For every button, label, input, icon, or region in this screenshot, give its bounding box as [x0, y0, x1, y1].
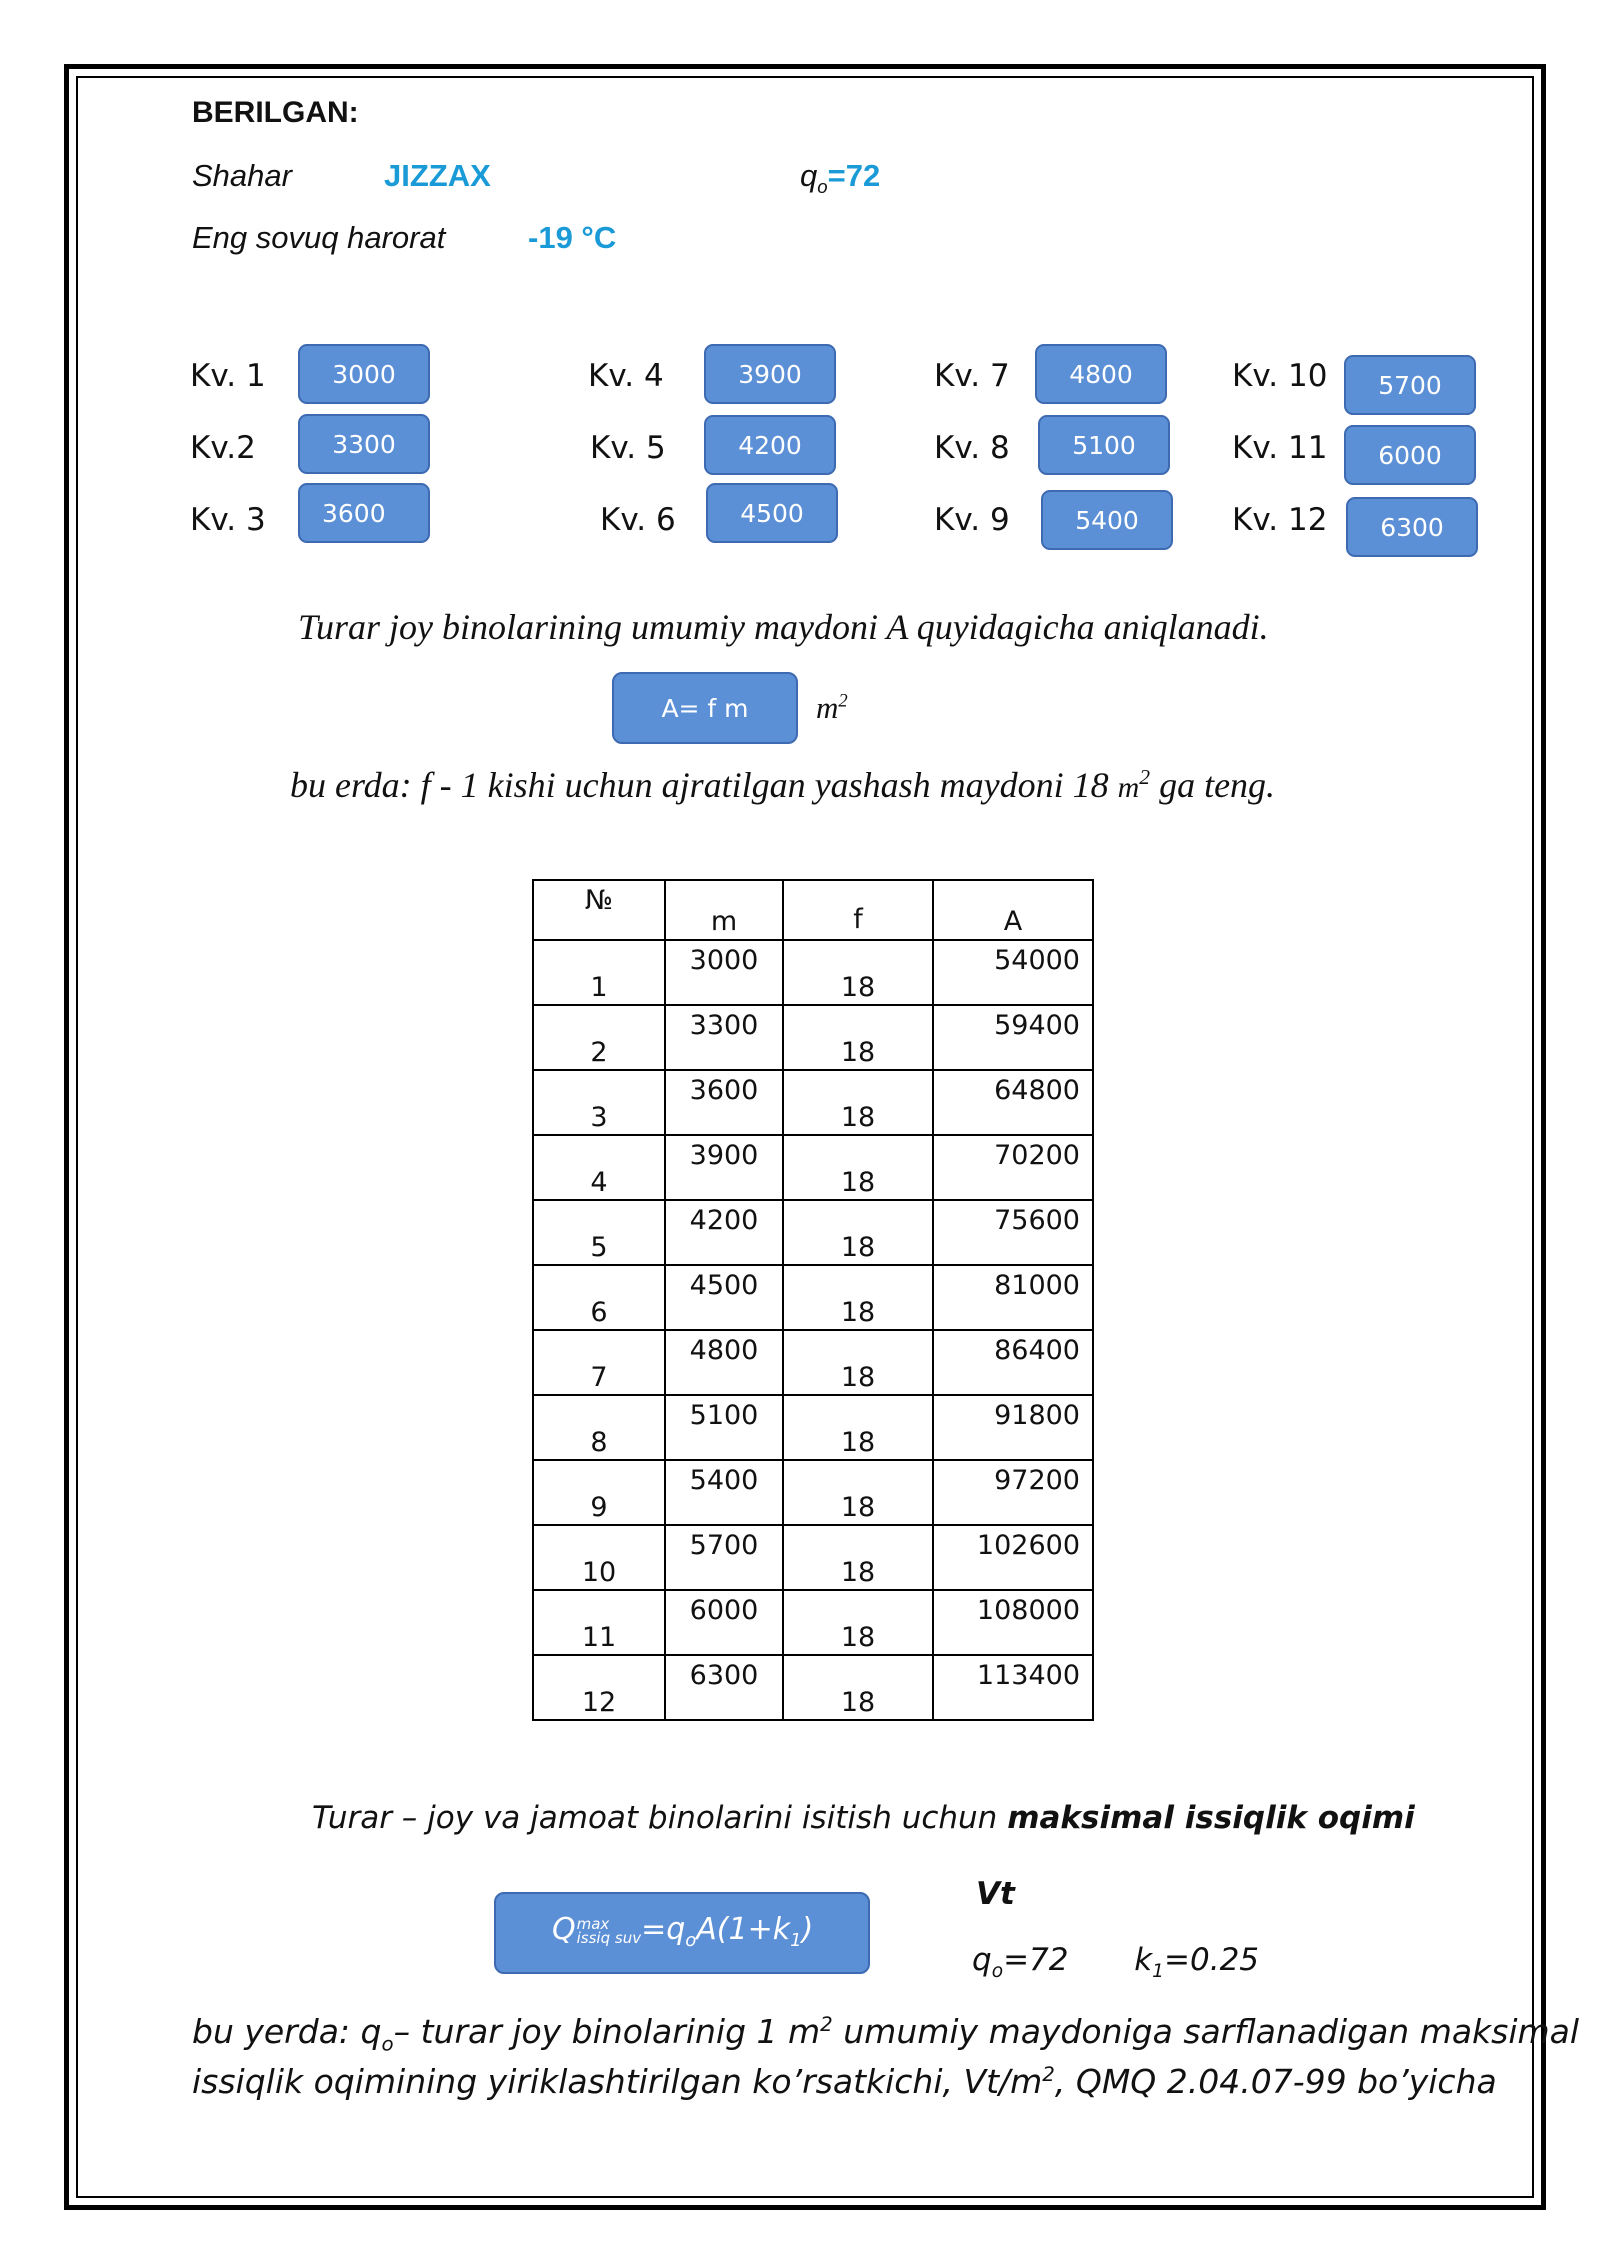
cell-f: 18: [783, 1135, 933, 1200]
block-value-8: 5100: [1038, 415, 1170, 475]
table-row: [533, 1070, 1093, 1135]
area-intro: Turar joy binolarining umumiy maydoni A quyidagicha aniqlanadi.: [298, 607, 1269, 647]
area-formula: A= f m: [612, 672, 798, 744]
block-label-1: Kv. 1: [190, 358, 266, 394]
area-note-end: ga teng.: [1150, 765, 1276, 805]
cell-number: 9: [533, 1460, 665, 1525]
area-note: [290, 764, 1275, 806]
heat-params: [972, 1942, 1259, 1982]
cell-a: 86400: [933, 1330, 1093, 1395]
cell-m: 6300: [665, 1655, 783, 1720]
cell-m: 5100: [665, 1395, 783, 1460]
header-a: A: [933, 880, 1093, 940]
block-label-6: Kv. 6: [600, 502, 676, 538]
cell-a: 64800: [933, 1070, 1093, 1135]
table-row: [533, 940, 1093, 1005]
heat-q-sub: o: [991, 1961, 1004, 1983]
area-unit-symbol: m: [816, 690, 839, 725]
q0-given: [800, 158, 880, 198]
cell-number: 7: [533, 1330, 665, 1395]
table-row: [533, 1135, 1093, 1200]
block-label-12: Kv. 12: [1232, 502, 1328, 538]
cell-number: 11: [533, 1590, 665, 1655]
given-title: BERILGAN:: [192, 96, 359, 129]
heat-intro: [312, 1800, 1415, 1836]
cell-m: 4200: [665, 1200, 783, 1265]
cell-number: 8: [533, 1395, 665, 1460]
heat-formula-body: A(1+k: [696, 1912, 791, 1947]
heat-q-value: =72: [1003, 1942, 1069, 1978]
block-value-2: 3300: [298, 414, 430, 474]
heat-formula-close: ): [801, 1912, 814, 1947]
block-value-11: 6000: [1344, 425, 1476, 485]
table-row: [533, 1460, 1093, 1525]
heat-q-symbol: q: [972, 1942, 992, 1978]
cell-a: 108000: [933, 1590, 1093, 1655]
heat-formula-q: Q: [552, 1912, 576, 1947]
heat-desc2-m: m: [1010, 2062, 1043, 2101]
cell-number: 12: [533, 1655, 665, 1720]
heat-k-sub: 1: [1152, 1961, 1165, 1983]
cell-number: 10: [533, 1525, 665, 1590]
cell-f: 18: [783, 1460, 933, 1525]
table-row: [533, 1265, 1093, 1330]
block-value-5: 4200: [704, 415, 836, 475]
table-row: [533, 1395, 1093, 1460]
cell-m: 6000: [665, 1590, 783, 1655]
heat-desc2-tail: , QMQ 2.04.07-99 bo’yicha: [1054, 2062, 1497, 2101]
block-value-9: 5400: [1041, 490, 1173, 550]
cell-f: 18: [783, 1005, 933, 1070]
cell-m: 3600: [665, 1070, 783, 1135]
cell-m: 5700: [665, 1525, 783, 1590]
heat-formula-sup: max: [576, 1914, 610, 1933]
temp-label: Eng sovuq harorat: [192, 220, 446, 255]
block-value-3: 3600: [298, 483, 430, 543]
header-number: №: [533, 880, 665, 940]
block-value-7: 4800: [1035, 344, 1167, 404]
cell-a: 102600: [933, 1525, 1093, 1590]
cell-number: 1: [533, 940, 665, 1005]
cell-number: 3: [533, 1070, 665, 1135]
area-table: [532, 879, 1094, 1721]
heat-desc2-exp: 2: [1042, 2063, 1055, 2086]
table-row: [533, 1005, 1093, 1070]
heat-desc-tail: umumiy maydoniga sarflanadigan maksimal: [832, 2012, 1580, 2051]
city-value: JIZZAX: [384, 158, 491, 193]
header-f: f: [783, 880, 933, 940]
cell-a: 91800: [933, 1395, 1093, 1460]
heat-desc-q: q: [360, 2012, 382, 2051]
heat-desc-m: m: [788, 2012, 821, 2051]
heat-desc-line2: [192, 2062, 1497, 2101]
area-unit-exp: 2: [838, 690, 848, 712]
block-label-11: Kv. 11: [1232, 430, 1328, 466]
cell-number: 4: [533, 1135, 665, 1200]
block-label-2: Kv.2: [190, 430, 256, 466]
heat-k-symbol: k: [1134, 1942, 1153, 1978]
block-value-6: 4500: [706, 483, 838, 543]
block-value-12: 6300: [1346, 497, 1478, 557]
block-label-4: Kv. 4: [588, 358, 664, 394]
block-value-10: 5700: [1344, 355, 1476, 415]
q0-symbol: q: [800, 158, 818, 193]
area-note-text: bu erda: f - 1 kishi uchun ajratilgan yashash maydoni 18: [290, 765, 1118, 805]
heat-desc-exp: 2: [820, 2013, 833, 2036]
cell-a: 97200: [933, 1460, 1093, 1525]
cell-f: 18: [783, 1330, 933, 1395]
block-value-1: 3000: [298, 344, 430, 404]
heat-desc2-text: issiqlik oqimining yiriklashtirilgan ko’rsatkichi, Vt/: [192, 2062, 1011, 2101]
cell-a: 70200: [933, 1135, 1093, 1200]
heat-formula-eq-sub: o: [685, 1930, 697, 1951]
cell-number: 6: [533, 1265, 665, 1330]
cell-f: 18: [783, 1655, 933, 1720]
heat-formula-eq: =q: [641, 1912, 686, 1947]
cell-m: 3300: [665, 1005, 783, 1070]
heat-intro-text: Turar – joy va jamoat binolarini isitish uchun: [312, 1800, 1008, 1836]
block-label-5: Kv. 5: [590, 430, 666, 466]
cell-a: 113400: [933, 1655, 1093, 1720]
temp-value: -19 °C: [528, 220, 617, 255]
city-label: Shahar: [192, 158, 292, 193]
table-row: [533, 1525, 1093, 1590]
heat-formula: [494, 1892, 870, 1974]
cell-number: 5: [533, 1200, 665, 1265]
heat-unit: Vt: [976, 1876, 1015, 1912]
cell-number: 2: [533, 1005, 665, 1070]
table-row: [533, 1655, 1093, 1720]
heat-desc-line1: [192, 2012, 1579, 2056]
cell-f: 18: [783, 1590, 933, 1655]
cell-f: 18: [783, 940, 933, 1005]
table-header-row: [533, 880, 1093, 940]
header-m: m: [665, 880, 783, 940]
area-unit: [816, 690, 848, 726]
heat-desc-text: – turar joy binolarinig 1: [393, 2012, 789, 2051]
cell-a: 81000: [933, 1265, 1093, 1330]
area-note-unit: m: [1117, 771, 1140, 804]
heat-desc-lead: bu yerda:: [192, 2012, 361, 2051]
cell-m: 4800: [665, 1330, 783, 1395]
block-label-3: Kv. 3: [190, 502, 266, 538]
table-row: [533, 1590, 1093, 1655]
cell-f: 18: [783, 1200, 933, 1265]
cell-a: 59400: [933, 1005, 1093, 1070]
q0-value: =72: [827, 158, 881, 193]
cell-m: 5400: [665, 1460, 783, 1525]
block-label-9: Kv. 9: [934, 502, 1010, 538]
cell-m: 4500: [665, 1265, 783, 1330]
cell-m: 3900: [665, 1135, 783, 1200]
heat-desc-q-sub: o: [381, 2032, 394, 2056]
cell-f: 18: [783, 1395, 933, 1460]
table-row: [533, 1200, 1093, 1265]
cell-m: 3000: [665, 940, 783, 1005]
heat-k-value: =0.25: [1164, 1942, 1260, 1978]
q0-sub: o: [817, 176, 828, 198]
cell-f: 18: [783, 1525, 933, 1590]
block-value-4: 3900: [704, 344, 836, 404]
block-label-8: Kv. 8: [934, 430, 1010, 466]
cell-a: 54000: [933, 940, 1093, 1005]
cell-f: 18: [783, 1265, 933, 1330]
heat-formula-sub: issiq suv: [576, 1928, 642, 1947]
heat-formula-k-sub: 1: [790, 1930, 802, 1951]
table-row: [533, 1330, 1093, 1395]
block-label-7: Kv. 7: [934, 358, 1010, 394]
area-note-exp: 2: [1139, 765, 1151, 789]
cell-a: 75600: [933, 1200, 1093, 1265]
heat-intro-bold: maksimal issiqlik oqimi: [1007, 1800, 1415, 1836]
cell-f: 18: [783, 1070, 933, 1135]
block-label-10: Kv. 10: [1232, 358, 1328, 394]
